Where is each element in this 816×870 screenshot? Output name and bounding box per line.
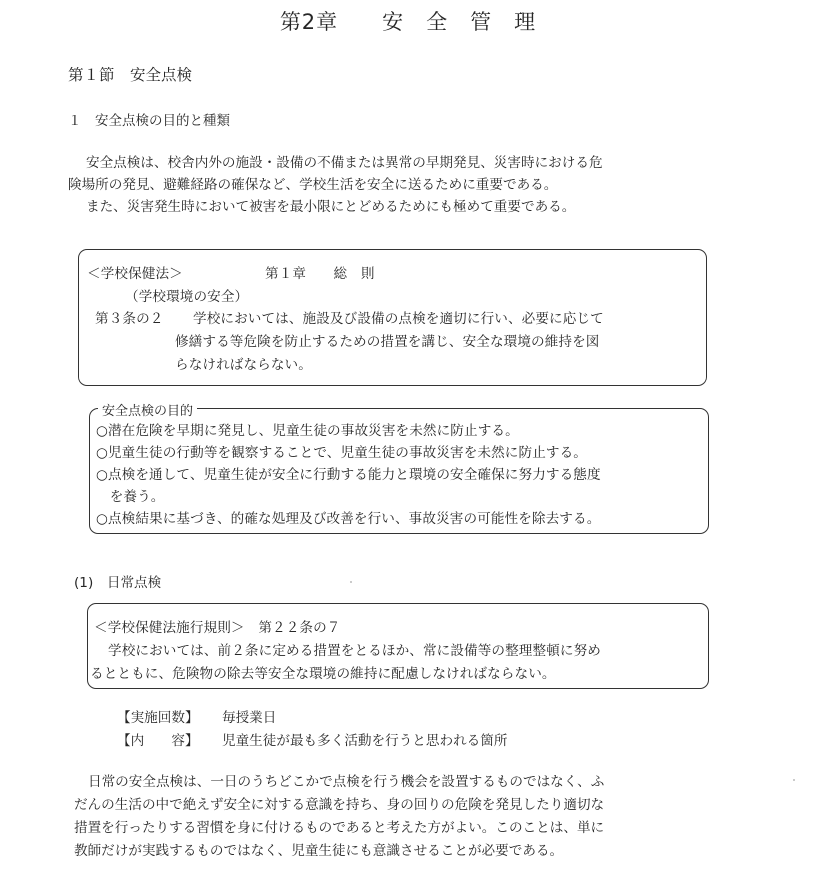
purpose-item-3-continued: を養う。 [96, 489, 165, 505]
frequency-label: 【実施回数】 [117, 710, 199, 726]
intro-line-1: 安全点検は、校舎内外の施設・設備の不備または異常の早期発見、災害時における危 [86, 155, 603, 171]
closing-line-3: 措置を行ったりする習慣を身に付けるものであると考えた方がよい。このことは、単に [74, 820, 605, 836]
frequency-value: 毎授業日 [222, 710, 277, 726]
scan-speck [350, 581, 352, 583]
purpose-item-2: ○児童生徒の行動等を観察することで、児童生徒の事故災害を未然に防止する。 [96, 445, 587, 461]
purpose-item-3: ○点検を通して、児童生徒が安全に行動する能力と環境の安全確保に努力する態度 [96, 467, 601, 483]
closing-line-4: 教師だけが実践するものではなく、児童生徒にも意識させることが必要である。 [74, 843, 564, 859]
subsection-title: １ 安全点検の目的と種類 [68, 113, 230, 129]
law-article-line-1: 学校においては、施設及び設備の点検を適切に行い、必要に応じて [193, 311, 604, 327]
scan-speck [793, 779, 795, 781]
purpose-item-1: ○潜在危険を早期に発見し、児童生徒の事故災害を未然に防止する。 [96, 423, 519, 439]
safety-check-purpose-box [89, 404, 709, 534]
school-health-law-box [78, 249, 707, 386]
purpose-item-4: ○点検結果に基づき、的確な処理及び改善を行い、事故災害の可能性を除去する。 [96, 511, 601, 527]
regulation-line-2: るとともに、危険物の除去等安全な環境の維持に配慮しなければならない。 [90, 666, 556, 682]
regulation-title: ＜学校保健法施行規則＞ 第２２条の７ [94, 620, 341, 636]
law-article-line-3: らなければならない。 [175, 357, 312, 373]
section-title: 第１節 安全点検 [68, 66, 193, 84]
intro-line-2: 険場所の発見、避難経路の確保など、学校生活を安全に送るために重要である。 [68, 177, 558, 193]
chapter-title: 第2章 安 全 管 理 [279, 10, 537, 34]
daily-check-heading: (1) 日常点検 [74, 575, 162, 591]
regulation-line-1: 学校においては、前２条に定める措置をとるほか、常に設備等の整理整頓に努め [108, 643, 601, 659]
school-health-regulation-box [87, 603, 709, 689]
law-name: ＜学校保健法＞ [87, 266, 183, 282]
content-label: 【内 容】 [117, 733, 199, 749]
law-chapter: 第１章 総 則 [265, 266, 375, 282]
law-subtitle: （学校環境の安全） [125, 289, 249, 305]
closing-line-1: 日常の安全点検は、一日のうちどこかで点検を行う機会を設置するものではなく、ふ [88, 774, 605, 790]
content-value: 児童生徒が最も多く活動を行うと思われる箇所 [222, 733, 508, 749]
closing-line-2: だんの生活の中で絶えず安全に対する意識を持ち、身の回りの危険を発見したり適切な [74, 797, 605, 813]
law-article-number: 第３条の２ [95, 311, 164, 327]
intro-line-3: また、災害発生時において被害を最小限にとどめるためにも極めて重要である。 [86, 199, 576, 215]
purpose-box-label: 安全点検の目的 [98, 400, 197, 419]
law-article-line-2: 修繕する等危険を防止するための措置を講じ、安全な環境の維持を図 [175, 334, 600, 350]
